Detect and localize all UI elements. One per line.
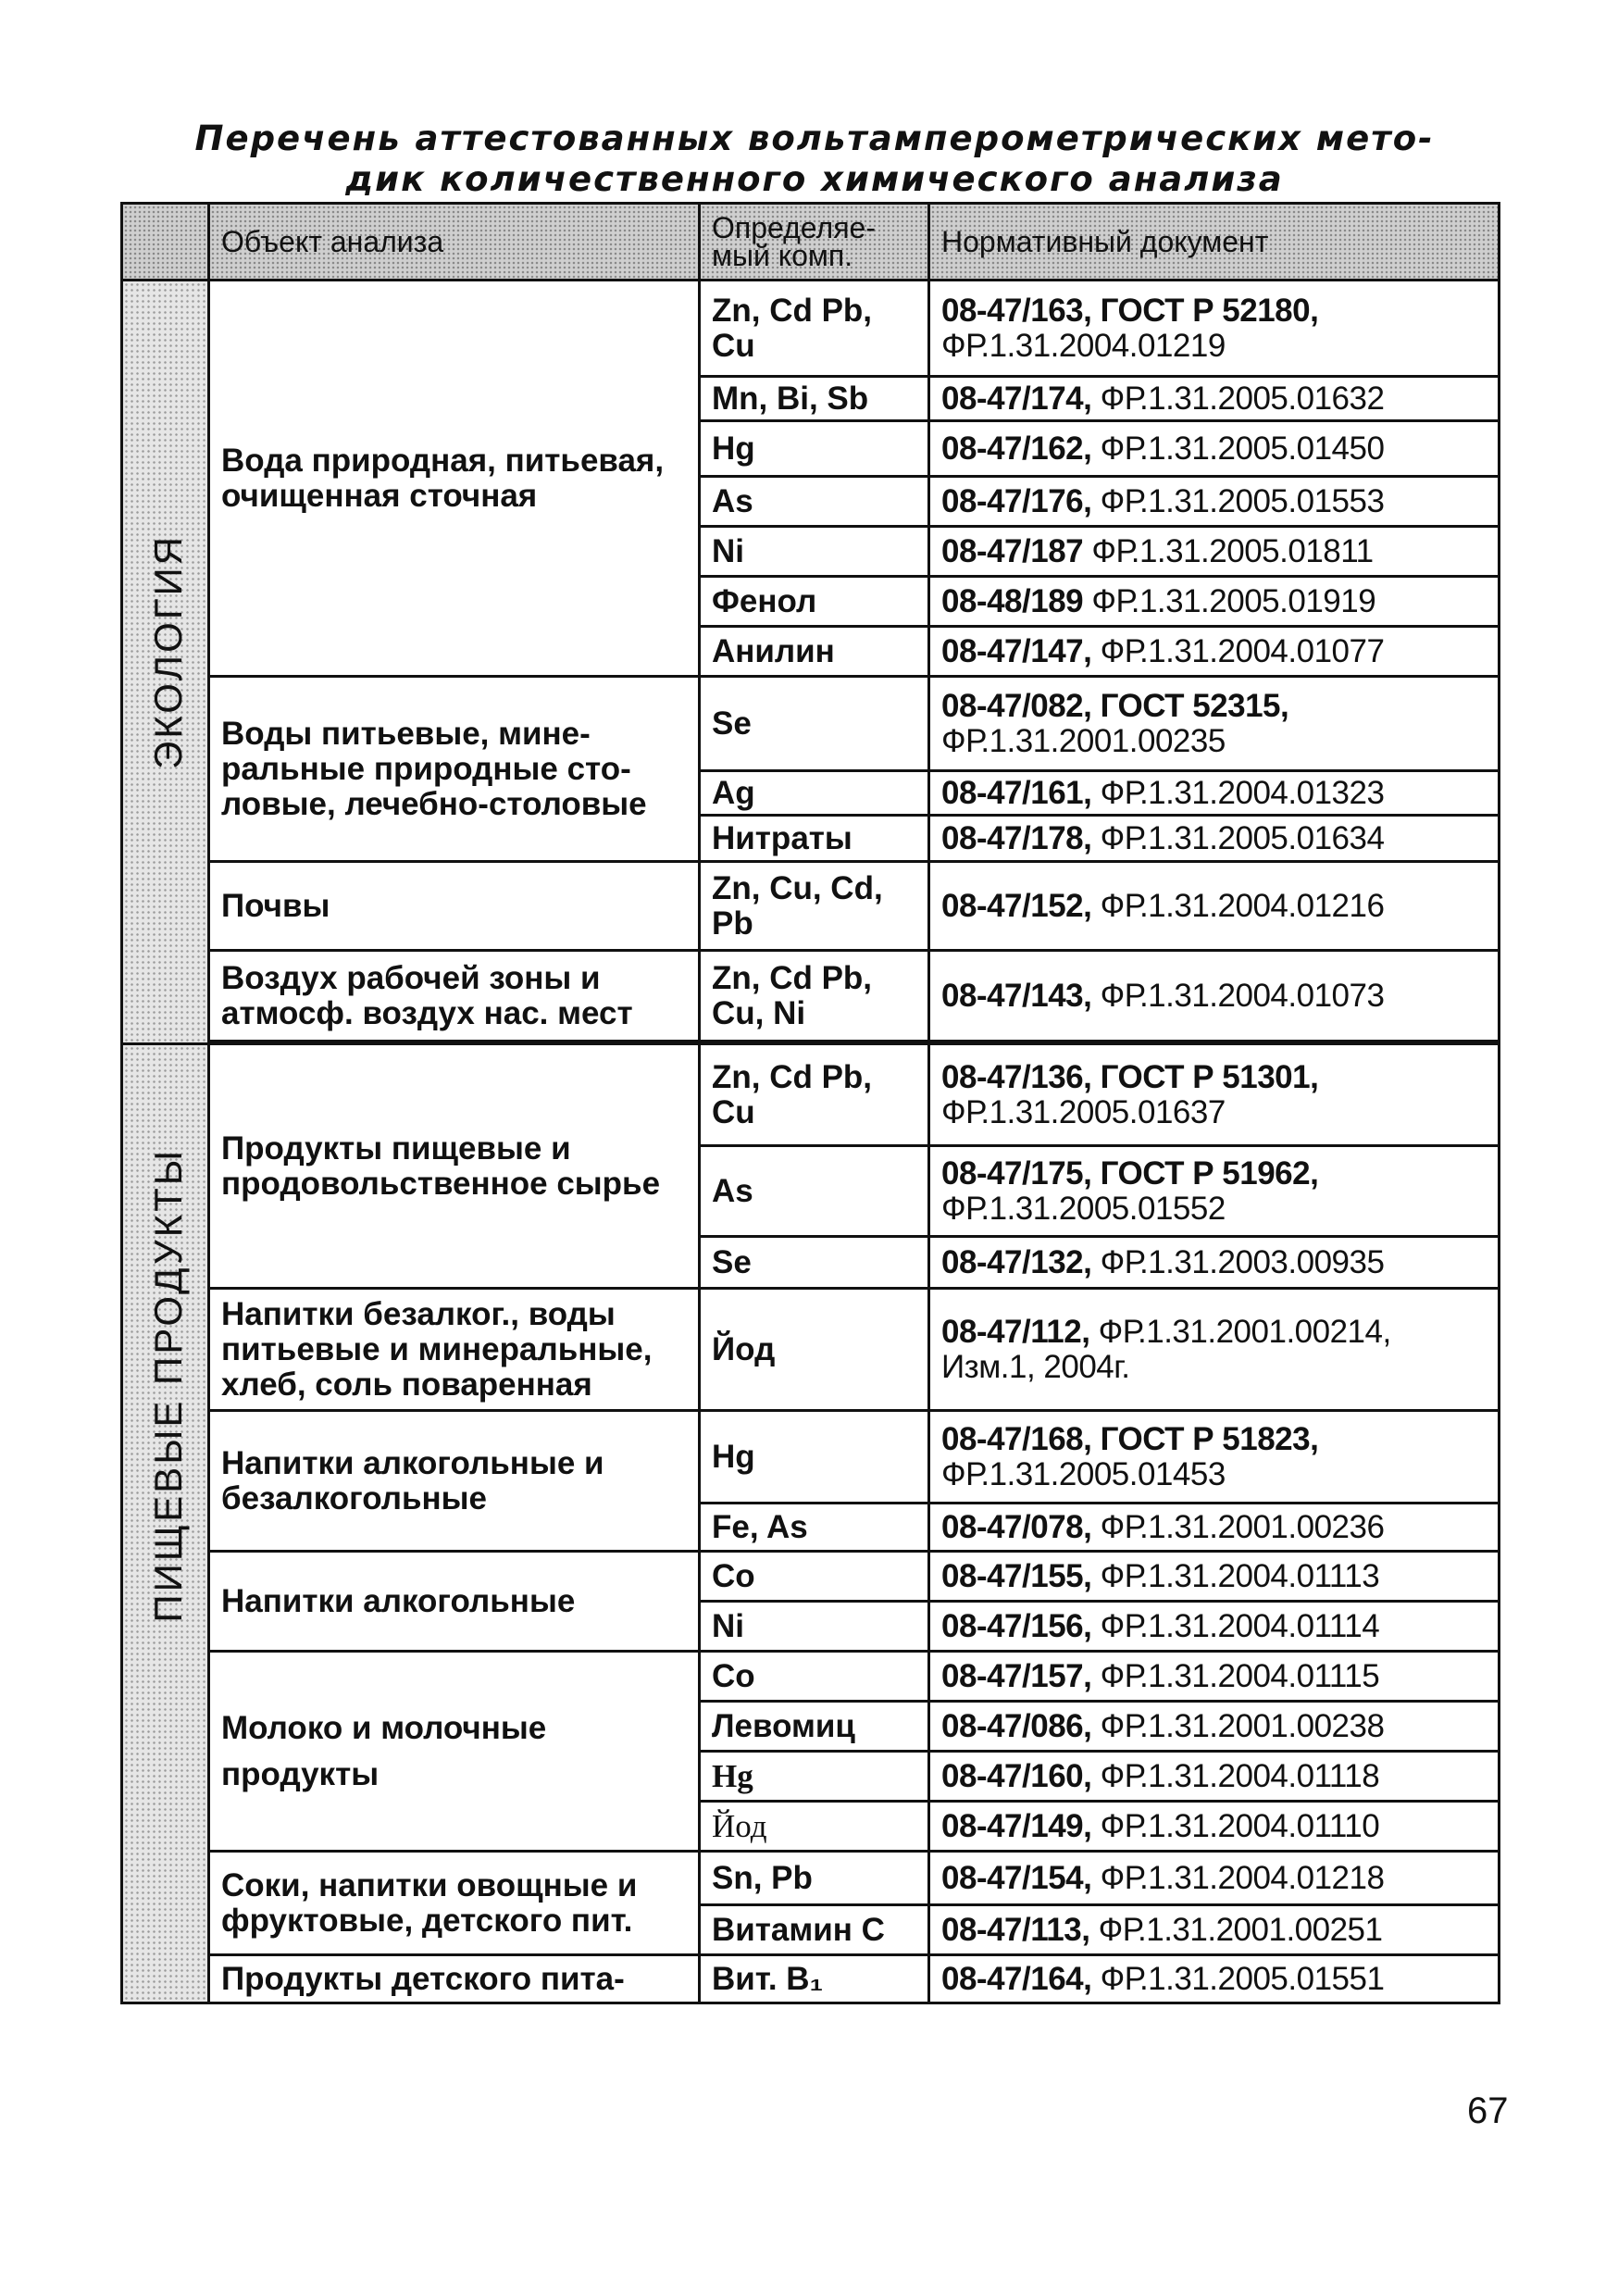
title-line-2: дик количественного химического анализа <box>345 159 1284 199</box>
component-cell: Hg <box>700 421 929 477</box>
component-cell: Co <box>700 1652 929 1702</box>
header-corner <box>122 204 209 281</box>
document-cell <box>929 677 1500 771</box>
document-cell <box>929 1702 1500 1752</box>
object-cell: Соки, напитки овощные и фруктовые, детского пит. <box>209 1852 700 1955</box>
doc-code: 08-47/078, <box>941 1508 1092 1545</box>
document-cell <box>929 1852 1500 1905</box>
doc-ref: ФР.1.31.2005.01632 <box>1100 380 1385 417</box>
section-ecology <box>122 281 209 1044</box>
table-row <box>122 862 1500 951</box>
document-cell <box>929 1146 1500 1237</box>
doc-code: 08-47/162, <box>941 430 1092 467</box>
document-cell <box>929 1752 1500 1802</box>
doc-code: 08-47/168, ГОСТ Р 51823, <box>941 1420 1319 1457</box>
doc-ref: ФР.1.31.2005.01552 <box>941 1190 1226 1227</box>
component-cell: Se <box>700 677 929 771</box>
document-cell <box>929 771 1500 816</box>
component-cell: Витамин С <box>700 1905 929 1955</box>
object-cell: Вода природная, питьевая, очищенная сточная <box>209 281 700 677</box>
component-cell: Йод <box>700 1289 929 1411</box>
document-cell <box>929 1905 1500 1955</box>
table-row <box>122 1044 1500 1146</box>
table-row <box>122 1552 1500 1602</box>
object-cell: Напитки алкогольные <box>209 1552 700 1652</box>
document-cell <box>929 577 1500 627</box>
doc-ref: ФР.1.31.2005.01919 <box>1091 582 1376 619</box>
component-cell: Фенол <box>700 577 929 627</box>
component-cell: Co <box>700 1552 929 1602</box>
document-cell <box>929 1289 1500 1411</box>
doc-code: 08-47/149, <box>941 1807 1092 1844</box>
doc-ref: ФР.1.31.2004.01219 <box>941 327 1226 364</box>
component-cell: Zn, Cd Pb, Cu, Ni <box>700 951 929 1042</box>
doc-ref: ФР.1.31.2004.01216 <box>1100 887 1385 924</box>
page-number: 67 <box>1467 2090 1509 2131</box>
document-cell <box>929 1552 1500 1602</box>
component-cell: Sn, Pb <box>700 1852 929 1905</box>
document-cell <box>929 627 1500 677</box>
component-cell: Zn, Cd Pb, Cu <box>700 1044 929 1146</box>
object-cell: Напитки алкогольные и безалкогольные <box>209 1411 700 1552</box>
header-component: Определяе-мый комп. <box>700 204 929 281</box>
title-line-1: Перечень аттестованных вольтамперометрических мето- <box>194 119 1435 158</box>
doc-code: 08-47/086, <box>941 1707 1092 1744</box>
doc-ref: ФР.1.31.2005.01450 <box>1100 430 1385 467</box>
doc-code: 08-47/174, <box>941 380 1092 417</box>
document-cell <box>929 862 1500 951</box>
doc-ref: ФР.1.31.2005.01453 <box>941 1455 1226 1492</box>
document-cell <box>929 377 1500 421</box>
document-cell <box>929 1044 1500 1146</box>
document-cell <box>929 1411 1500 1504</box>
object-cell: Напитки безалког., воды питьевые и минеральные, хлеб, соль поваренная <box>209 1289 700 1411</box>
component-cell: As <box>700 477 929 527</box>
object-cell: Воды питьевые, мине-ральные природные сто-ловые, лечебно-столовые <box>209 677 700 862</box>
component-cell: Йод <box>700 1802 929 1852</box>
document-cell <box>929 816 1500 862</box>
document-cell <box>929 1802 1500 1852</box>
doc-ref: ФР.1.31.2004.01113 <box>1100 1557 1380 1594</box>
object-cell: Молоко и молочные продукты <box>209 1652 700 1852</box>
doc-code: 08-47/176, <box>941 482 1092 519</box>
doc-code: 08-47/154, <box>941 1859 1092 1896</box>
object-cell: Продукты детского пита- <box>209 1955 700 2003</box>
doc-ref: ФР.1.31.2004.01323 <box>1100 774 1385 811</box>
doc-code: 08-47/143, <box>941 977 1092 1014</box>
component-cell: Левомиц <box>700 1702 929 1752</box>
table-row <box>122 1955 1500 2003</box>
methods-table <box>120 202 1500 2004</box>
component-cell: Hg <box>700 1411 929 1504</box>
doc-ref: ФР.1.31.2004.01115 <box>1100 1657 1380 1694</box>
doc-code: 08-47/161, <box>941 774 1092 811</box>
doc-ref: ФР.1.31.2005.01551 <box>1100 1960 1385 1997</box>
doc-ref: ФР.1.31.2005.01553 <box>1100 482 1385 519</box>
header-document: Нормативный документ <box>929 204 1500 281</box>
document-cell <box>929 1237 1500 1289</box>
document-cell <box>929 1602 1500 1652</box>
doc-code: 08-48/189 <box>941 582 1084 619</box>
doc-ref: ФР.1.31.2004.01077 <box>1100 632 1385 669</box>
table-row <box>122 1652 1500 1702</box>
doc-code: 08-47/082, ГОСТ 52315, <box>941 687 1289 724</box>
table-row <box>122 951 1500 1042</box>
document-cell <box>929 1955 1500 2003</box>
doc-code: 08-47/155, <box>941 1557 1092 1594</box>
doc-code: 08-47/175, ГОСТ Р 51962, <box>941 1154 1319 1192</box>
doc-code: 08-47/163, ГОСТ Р 52180, <box>941 292 1319 329</box>
component-cell: Анилин <box>700 627 929 677</box>
doc-ref: ФР.1.31.2003.00935 <box>1100 1243 1385 1280</box>
object-cell: Воздух рабочей зоны и атмосф. воздух нас. мест <box>209 951 700 1042</box>
doc-code: 08-47/178, <box>941 819 1092 856</box>
component-cell: Hg <box>700 1752 929 1802</box>
doc-ref: ФР.1.31.2001.00251 <box>1098 1911 1383 1948</box>
component-cell: Se <box>700 1237 929 1289</box>
document-cell <box>929 421 1500 477</box>
table-row <box>122 1289 1500 1411</box>
doc-ref: ФР.1.31.2004.01110 <box>1100 1807 1380 1844</box>
document-cell <box>929 951 1500 1042</box>
doc-code: 08-47/152, <box>941 887 1092 924</box>
object-cell: Почвы <box>209 862 700 951</box>
doc-ref: ФР.1.31.2001.00236 <box>1100 1508 1385 1545</box>
doc-ref: ФР.1.31.2001.00238 <box>1100 1707 1385 1744</box>
document-cell <box>929 281 1500 377</box>
doc-code: 08-47/112, <box>941 1313 1090 1350</box>
doc-code: 08-47/187 <box>941 532 1084 569</box>
document-cell <box>929 1504 1500 1552</box>
document-cell <box>929 527 1500 577</box>
doc-ref: ФР.1.31.2001.00214, Изм.1, 2004г. <box>941 1313 1391 1385</box>
doc-ref: ФР.1.31.2004.01118 <box>1100 1757 1380 1794</box>
header-row <box>122 204 1500 281</box>
table-row <box>122 677 1500 771</box>
doc-ref: ФР.1.31.2005.01811 <box>1091 532 1374 569</box>
doc-ref: ФР.1.31.2001.00235 <box>941 722 1226 759</box>
component-cell: Нитраты <box>700 816 929 862</box>
doc-code: 08-47/136, ГОСТ Р 51301, <box>941 1058 1319 1095</box>
section-food <box>122 1044 209 2003</box>
component-cell: Zn, Cu, Cd, Pb <box>700 862 929 951</box>
table-row <box>122 281 1500 377</box>
component-cell: Ni <box>700 1602 929 1652</box>
document-cell <box>929 477 1500 527</box>
doc-ref: ФР.1.31.2004.01218 <box>1100 1859 1385 1896</box>
section-ecology-label: ЭКОЛОГИЯ <box>145 534 190 769</box>
component-cell: Вит. B₁ <box>700 1955 929 2003</box>
header-object: Объект анализа <box>209 204 700 281</box>
component-cell: Fe, As <box>700 1504 929 1552</box>
doc-ref: ФР.1.31.2005.01637 <box>941 1093 1226 1130</box>
doc-ref: ФР.1.31.2004.01114 <box>1100 1607 1380 1644</box>
doc-code: 08-47/164, <box>941 1960 1092 1997</box>
doc-ref: ФР.1.31.2004.01073 <box>1100 977 1385 1014</box>
component-cell: Ni <box>700 527 929 577</box>
component-cell: Ag <box>700 771 929 816</box>
doc-ref: ФР.1.31.2005.01634 <box>1100 819 1385 856</box>
section-food-label: ПИЩЕВЫЕ ПРОДУКТЫ <box>145 1148 190 1623</box>
table-row <box>122 1411 1500 1504</box>
object-cell: Продукты пищевые и продовольственное сырье <box>209 1044 700 1289</box>
doc-code: 08-47/160, <box>941 1757 1092 1794</box>
doc-code: 08-47/156, <box>941 1607 1092 1644</box>
doc-code: 08-47/147, <box>941 632 1092 669</box>
component-cell: Mn, Bi, Sb <box>700 377 929 421</box>
doc-code: 08-47/132, <box>941 1243 1092 1280</box>
doc-code: 08-47/157, <box>941 1657 1092 1694</box>
doc-code: 08-47/113, <box>941 1911 1090 1948</box>
component-cell: Zn, Cd Pb, Cu <box>700 281 929 377</box>
page-title <box>139 119 1490 200</box>
document-cell <box>929 1652 1500 1702</box>
component-cell: As <box>700 1146 929 1237</box>
table-row <box>122 1852 1500 1905</box>
